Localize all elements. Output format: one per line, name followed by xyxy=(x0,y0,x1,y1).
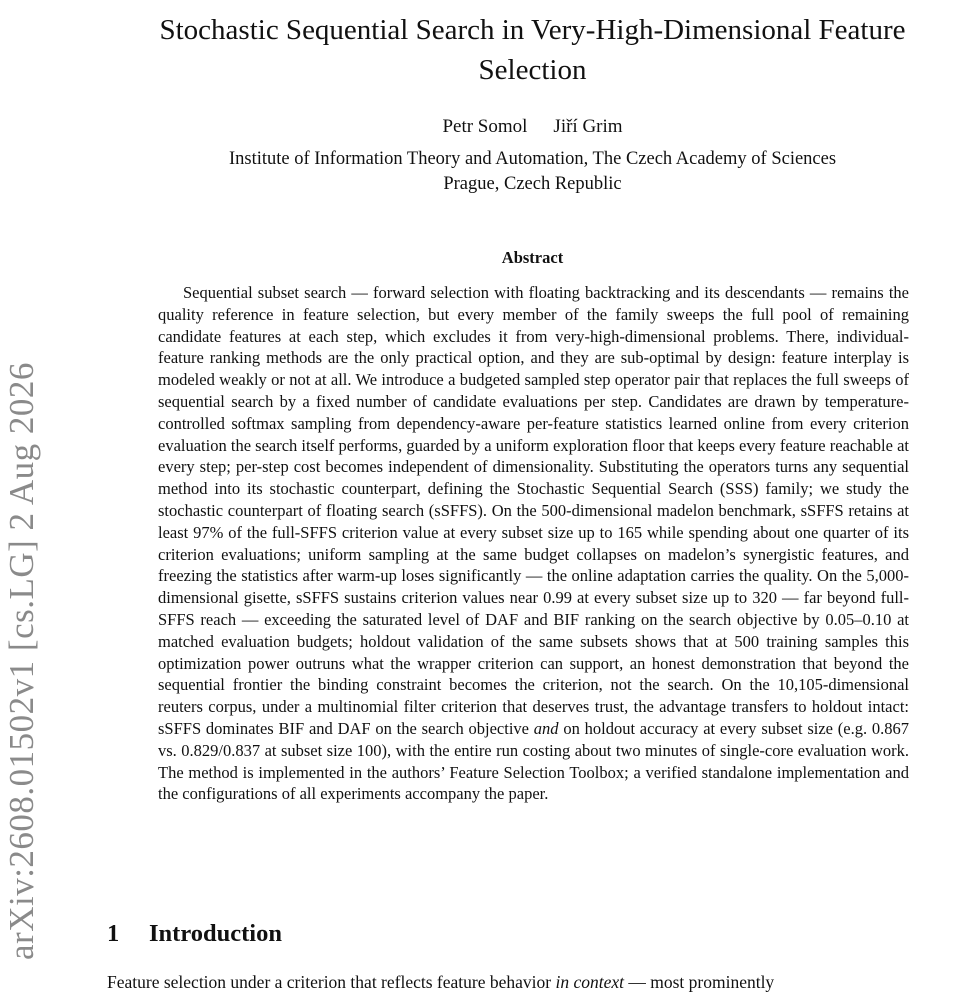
author-name: Jiří Grim xyxy=(553,116,623,137)
section-title: Introduction xyxy=(149,920,282,947)
arxiv-identifier-stamp: arXiv:2608.01502v1 [cs.LG] 2 Aug 2026 xyxy=(2,362,41,960)
author-list xyxy=(130,114,935,140)
abstract-text-part2: on holdout accuracy at every subset size (e.g. 0.867 vs. 0.829/0.837 at subset size 100), with the entire run costing about two minutes of single-core evaluation work. The method is implemented in the authors’ Feature Selection Toolbox; a verified standalone implementation and the configurations of all experiments accompany the paper. xyxy=(158,718,910,804)
intro-text-part2: — most prominently xyxy=(628,972,775,992)
abstract-heading: Abstract xyxy=(501,248,564,267)
intro-emphasis: in context xyxy=(555,972,624,992)
affiliation xyxy=(130,147,935,197)
author-name: Petr Somol xyxy=(442,116,528,137)
paper-title: Stochastic Sequential Search in Very-High-Dimensional Feature Selection xyxy=(159,14,906,86)
abstract-text-part1: Sequential subset search — forward selection with floating backtracking and its descendants — remains the quality reference in feature selection, but every member of the family sweeps the full pool of remaining candidate features at each step, which excludes it from very-high-dimensional problems. There, individual-feature ranking methods are the only practical option, and they are sub-optimal by design: feature interplay is modeled weakly or not at all. We introduce a budgeted sampled step operator pair that replaces the full sweeps of sequential search by a fixed number of candidate evaluations per step. Candidates are drawn by temperature-controlled softmax sampling from dependency-aware per-feature statistics learned online from every criterion evaluation the search itself performs, guarded by a uniform exploration floor that keeps every feature reachable at every step; per-step cost becomes independent of dimensionality. Substituting the operators turns any sequential method into its stochastic counterpart, defining the Stochastic Sequential Search (SSS) family; we study the stochastic counterpart of floating search (sSFFS). On the 500-dimensional madelon benchmark, sSFFS retains at least 97% of the full-SFFS criterion value at every subset size up to 165 while spending about one quarter of its criterion evaluations; uniform sampling at the same budget collapses on madelon’s synergistic features, and freezing the statistics after warm-up loses significantly — the online adaptation carries the quality. On the 5,000-dimensional gisette, sSFFS sustains criterion values near 0.99 at every subset size up to 320 — far beyond full-SFFS reach — exceeding the saturated level of DAF and BIF ranking on the search objective by 0.05–0.10 at matched evaluation budgets; holdout validation of the same subsets shows that at 500 training samples this optimization power outruns what the wrapper criterion can support, an honest demonstration that beyond the sequential frontier the binding constraint becomes the criterion, not the search. On the 10,105-dimensional reuters corpus, under a multinomial filter criterion that deserves trust, the advantage transfers to holdout intact: sSFFS dominates BIF and DAF on the search objective xyxy=(158,283,909,738)
abstract-body xyxy=(158,282,909,805)
abstract-emphasis: and xyxy=(533,718,559,738)
section-heading-introduction xyxy=(107,920,282,948)
section-number: 1 xyxy=(107,920,120,947)
intro-text-part1: Feature selection under a criterion that reflects feature behavior xyxy=(107,972,552,992)
affiliation-institute: Institute of Information Theory and Automation, The Czech Academy of Sciences xyxy=(228,149,837,169)
affiliation-location: Prague, Czech Republic xyxy=(443,174,622,194)
introduction-paragraph xyxy=(107,970,960,995)
